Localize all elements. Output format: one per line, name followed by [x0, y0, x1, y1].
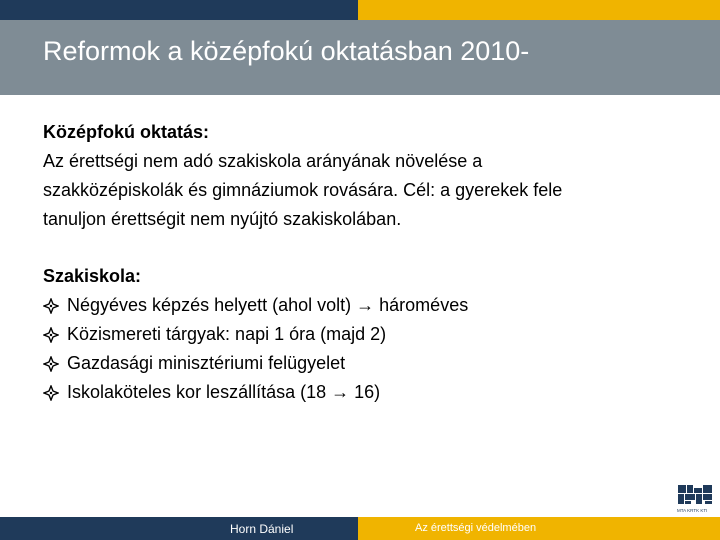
slide-title: Reformok a középfokú oktatásban 2010- [43, 36, 530, 66]
diamond-bullet-icon [43, 356, 59, 372]
diamond-bullet-icon [43, 327, 59, 343]
diamond-bullet-icon [43, 298, 59, 314]
footer-bar-gold [358, 517, 720, 540]
institute-logo-icon [676, 482, 716, 514]
section1-line: szakközépiskolák és gimnáziumok rovására. Cél: a gyerekek fele [43, 180, 563, 200]
section-vocational-school [43, 262, 683, 407]
bullet-text-after: hároméves [374, 295, 469, 315]
bullet-text: Gazdasági minisztériumi felügyelet [67, 353, 346, 373]
arrow-icon: → [331, 382, 350, 402]
diamond-bullet-icon [43, 385, 59, 401]
section1-heading: Középfokú oktatás: [43, 122, 210, 142]
bullet-item [43, 349, 683, 378]
arrow-icon: → [356, 295, 375, 315]
bullet-text: Iskolaköteles kor leszállítása (18 [67, 382, 332, 402]
bullet-text: Négyéves képzés helyett (ahol volt) [67, 295, 357, 315]
footer-tagline: Az érettségi védelmében [415, 522, 537, 534]
top-bar-gold [358, 0, 720, 20]
section2-heading: Szakiskola: [43, 266, 142, 286]
footer-author: Horn Dániel [230, 522, 294, 536]
top-bar-navy [0, 0, 358, 20]
section1-line: tanuljon érettségit nem nyújtó szakiskolában. [43, 209, 402, 229]
bullet-text-after: 16) [349, 382, 381, 402]
svg-text:MTA KRTK KTI: MTA KRTK KTI [677, 508, 708, 513]
bullet-item [43, 378, 683, 407]
bullet-item [43, 320, 683, 349]
bullet-text: Közismereti tárgyak: napi 1 óra (majd 2) [67, 324, 387, 344]
bullet-item [43, 291, 683, 320]
footer-bar-navy [0, 517, 358, 540]
section1-line: Az érettségi nem adó szakiskola arányának növelése a [43, 151, 483, 171]
section-secondary-education [43, 118, 683, 234]
